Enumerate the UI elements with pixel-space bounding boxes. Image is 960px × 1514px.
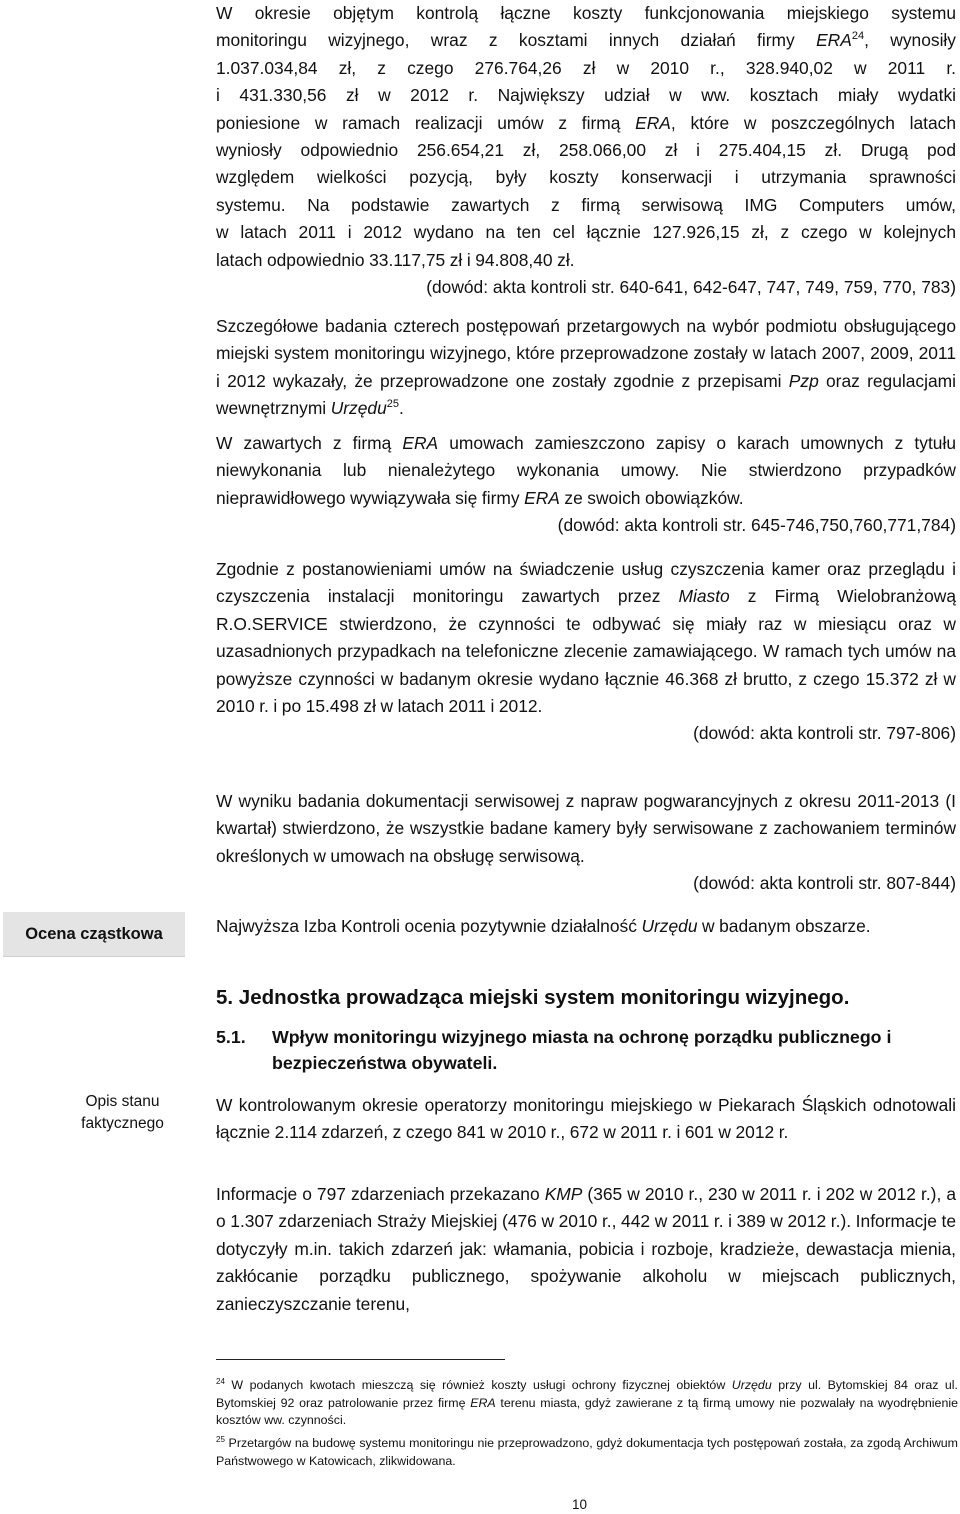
service-paragraph [216,788,956,898]
reported-incidents-paragraph [216,1181,956,1318]
text-run: W podanych kwotach mieszczą się również koszty usługi ochrony fizycznej obiektów [224,1378,732,1392]
line: systemu. Na podstawie zawartych z firmą serwisową IMG Computers umów, [216,194,956,215]
incidents-paragraph [216,1092,956,1147]
tender-paragraph [216,313,956,423]
paragraph-text [216,1181,956,1318]
text-run: ze swoich obowiązków. [559,487,744,508]
subsection-title: Wpływ monitoringu wizyjnego miasta na ochronę porządku publicznego i bezpieczeństwa obywateli. [272,1027,892,1073]
line: wyniosły odpowiednio 256.654,21 zł, 258.066,00 zł i 275.404,15 zł. Drugą pod [216,140,956,161]
evidence-reference: (dowód: akta kontroli str. 640-641, 642-647, 747, 749, 759, 770, 783) [426,277,956,298]
line: względem wielkości pozycją, były koszty konserwacji i utrzymania sprawności [216,167,956,188]
era-name: ERA [402,433,439,453]
evidence-reference: (dowód: akta kontroli str. 645-746,750,760,771,784) [557,515,956,536]
line: w latach 2011 i 2012 wydano na ten cel łącznie 127.926,15 zł, z czego w kolejnych [216,222,956,243]
text-run: (365 w 2010 r., 230 w 2011 r. i 202 w 2012 r.), a o 1.307 zdarzeniach Straży Miejskiej (476 w 2010 r., 442 w 2011 r. i 389 w 2012 r.). Informacje te dotyczyły m.in. takich zdarzeń jak: włamania, pobicia i rozboje, kradzieże, dewastacja mienia, zakłócanie porządku publicznego, spożywanie alkoholu w miejscach publicznych, zanieczyszczanie terenu, [216,1184,956,1314]
era-name: ERA [524,487,560,508]
text-run: oraz regulacjami wewnętrznymi [216,370,956,419]
text-run: . [399,398,404,419]
text-run: z Firmą Wielobranżową R.O.SERVICE stwierdzono, że czynności te odbywać się miały raz w miesiącu oraz w uzasadnionych przypadkach na telefoniczne zlecenie zamawiającego. W ramach tych umów na powyższe czynności w badanym okresie wydano łącznie 46.368 zł brutto, z czego 15.372 zł w 2010 r. i po 15.498 zł w latach 2011 i 2012. [216,586,956,717]
penalties-paragraph [216,430,956,540]
evidence-reference: (dowód: akta kontroli str. 807-844) [693,873,956,894]
subsection-number: 5.1. [216,1027,246,1047]
text-run: przy ul. Bytomskiej 84 oraz ul. Bytomskiej 92 oraz patrolowanie przez firmę [216,1378,958,1410]
footnote-number: 25 [216,1434,225,1444]
text-run: , wynosiły [864,30,956,51]
text-run: umowach zamieszczono zapisy o karach umownych z tytułu niewykonania lub nienależytego wykonania umowy. Nie stwierdzono przypadków nieprawidłowego wywiązywała się firmy [216,433,956,508]
subsection-heading [216,1024,956,1076]
paragraph-text [216,430,956,512]
section-heading: 5. Jednostka prowadząca miejski system monitoringu wizyjnego. [216,986,850,1009]
footnote-25 [216,1435,958,1470]
line [216,110,956,137]
pzp-abbr: Pzp [788,370,819,391]
partial-assessment-label: Ocena cząstkowa [25,925,163,943]
partial-assessment-box [3,912,185,957]
paragraph-text: W kontrolowanym okresie operatorzy monitoringu miejskiego w Piekarach Śląskich odnotowali łącznie 2.114 zdarzeń, z czego 841 w 2010 r., 672 w 2011 r. i 601 w 2012 r. [216,1095,956,1143]
paragraph-text [216,313,956,423]
era-name: ERA [635,112,671,133]
text-run: , które w poszczególnych latach [670,112,957,133]
kmp-abbr: KMP [544,1184,583,1204]
office-name: Urzędu [641,916,698,936]
text-run: W zawartych z firmą [216,433,403,453]
paragraph-text [216,556,956,720]
text-run: Zgodnie z postanowieniami umów na świadczenie usług czyszczenia kamer oraz przeglądu i czyszczenia instalacji monitoringu zawartych przez [216,559,956,607]
office-name: Urzędu [731,1378,772,1392]
text-run: monitoringu wizyjnego, wraz z kosztami innych działań firmy [216,30,817,51]
text-run: w badanym obszarze. [697,916,871,936]
footnote-ref-24: 24 [851,30,865,43]
city-name: Miasto [678,586,730,607]
evidence-reference: (dowód: akta kontroli str. 797-806) [693,723,956,744]
line: W okresie objętym kontrolą łączne koszty funkcjonowania miejskiego systemu [216,3,956,23]
costs-paragraph [216,0,956,301]
paragraph-text: W wyniku badania dokumentacji serwisowej z napraw pogwarancyjnych z okresu 2011-2013 (I kwartał) stwierdzono, że wszystkie badane kamery były serwisowane z zachowaniem terminów określonych w umowach na obsługę serwisową. [216,791,956,866]
line: i 431.330,56 zł w 2012 r. Największy udział w ww. kosztach miały wydatki [216,85,956,106]
footnote-24 [216,1377,958,1430]
era-name: ERA [816,30,852,51]
text-run: Szczegółowe badania czterech postępowań przetargowych na wybór podmiotu obsługującego miejski system monitoringu wizyjnego, które przeprowadzone zostały w latach 2007, 2009, 2011 i 2012 wykazały, że przeprowadzone one zostały zgodnie z przepisami [216,316,956,391]
line [216,27,956,54]
footnote-ref-25: 25 [386,398,400,411]
text-run: Najwyższa Izba Kontroli ocenia pozytywnie działalność [216,916,642,936]
text-run: terenu miasta, gdyż zawierane z tą firmą umowy nie pozwalały na wyodrębnienie kosztów ww. czynności. [216,1395,958,1428]
text-run: Informacje o 797 zdarzeniach przekazano [216,1184,545,1204]
page-number: 10 [572,1497,588,1512]
assessment-paragraph [216,913,956,940]
text-run: poniesione w ramach realizacji umów z firmą [216,112,636,133]
office-name: Urzędu [330,398,387,419]
text-run: Przetargów na budowę systemu monitoringu nie przeprowadzono, gdyż dokumentacja tych postępowań została, za zgodą Archiwum Państwowego w Katowicach, zlikwidowana. [216,1436,958,1468]
paragraph-text [216,913,956,940]
footnote-separator [216,1359,505,1360]
footnote-number: 24 [216,1376,225,1386]
era-name: ERA [470,1395,496,1410]
line: latach odpowiednio 33.117,75 zł i 94.808,40 zł. [216,249,575,270]
factual-state-label: Opis stanu faktycznego [81,1093,164,1132]
line: 1.037.034,84 zł, z czego 276.764,26 zł w 2010 r., 328.940,02 w 2011 r. [216,57,956,78]
cleaning-paragraph [216,556,956,748]
